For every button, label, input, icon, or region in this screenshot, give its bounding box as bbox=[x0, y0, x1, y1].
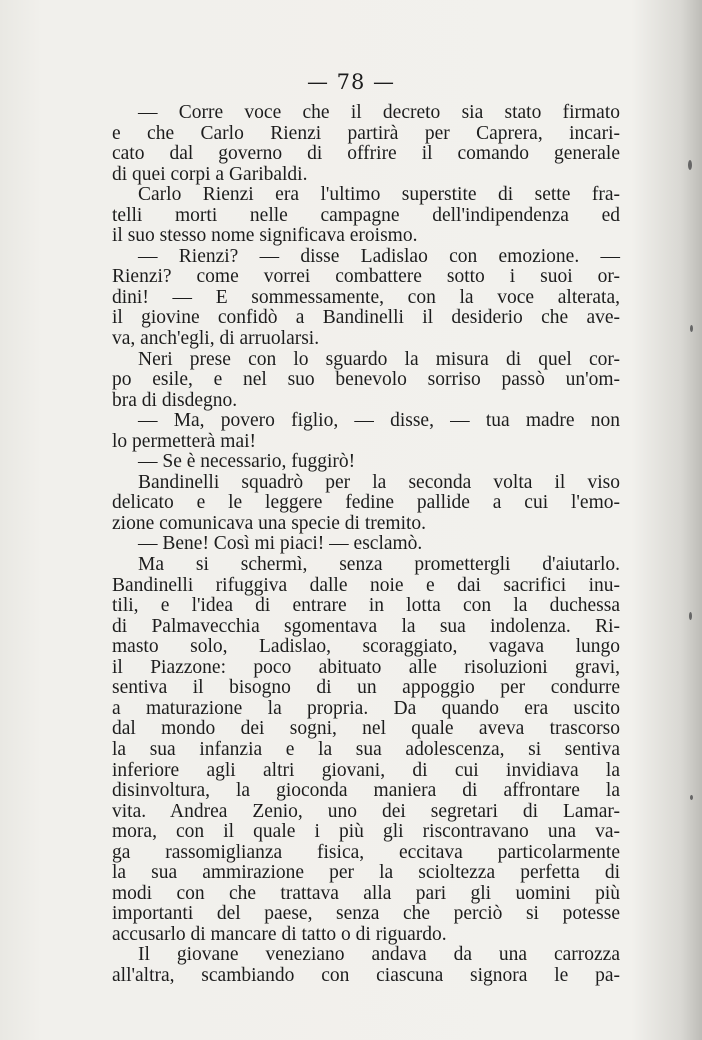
text-line: tili, e l'idea di entrare in lotta con la duchessa bbox=[112, 595, 620, 617]
ink-speck bbox=[689, 612, 692, 620]
text-line: vita. Andrea Zenio, uno dei segretari di Lamar- bbox=[112, 800, 620, 822]
text-line: disinvoltura, la gioconda maniera di affrontare la bbox=[112, 780, 620, 802]
text-line: — Rienzi? — disse Ladislao con emozione. — bbox=[138, 245, 620, 267]
text-line: cato dal governo di offrire il comando generale bbox=[112, 143, 620, 165]
text-line: dal mondo dei sogni, nel quale aveva trascorso bbox=[112, 718, 620, 740]
text-line: inferiore agli altri giovani, di cui invidiava la bbox=[112, 759, 620, 781]
text-line: il giovine confidò a Bandinelli il desiderio che ave- bbox=[112, 307, 620, 329]
text-line: e che Carlo Rienzi partirà per Caprera, incari- bbox=[112, 122, 620, 144]
text-line: telli morti nelle campagne dell'indipendenza ed bbox=[112, 204, 620, 226]
text-line: va, anch'egli, di arruolarsi. bbox=[112, 328, 320, 350]
text-line: Neri prese con lo sguardo la misura di quel cor- bbox=[138, 348, 620, 370]
text-line: — Bene! Così mi piaci! — esclamò. bbox=[138, 533, 423, 555]
text-line: modi con che trattava alla pari gli uomini più bbox=[112, 882, 620, 904]
text-line: all'altra, scambiando con ciascuna signora le pa- bbox=[112, 964, 620, 986]
text-line: la sua infanzia e la sua adolescenza, si sentiva bbox=[112, 738, 620, 760]
text-line: — Se è necessario, fuggirò! bbox=[138, 451, 356, 473]
ink-speck bbox=[688, 160, 692, 170]
ink-speck bbox=[690, 325, 693, 332]
text-line: masto solo, Ladislao, scoraggiato, vagava lungo bbox=[112, 636, 620, 658]
ink-speck bbox=[690, 795, 693, 800]
text-line: zione comunicava una specie di tremito. bbox=[112, 512, 427, 534]
text-line: di Palmavecchia sgomentava la sua indolenza. Ri- bbox=[112, 615, 620, 637]
page-number: — 78 — bbox=[306, 70, 396, 94]
text-line: accusarlo di mancare di tatto o di riguardo. bbox=[112, 923, 447, 945]
text-line: Carlo Rienzi era l'ultimo superstite di sette fra- bbox=[138, 184, 620, 206]
text-line: importanti del paese, senza che perciò si potesse bbox=[112, 903, 620, 925]
text-line: — Corre voce che il decreto sia stato firmato bbox=[138, 102, 620, 123]
text-line: di quei corpi a Garibaldi. bbox=[112, 163, 308, 185]
text-line: Bandinelli squadrò per la seconda volta il viso bbox=[138, 471, 620, 493]
text-line: lo permetterà mai! bbox=[112, 430, 257, 452]
text-line: sentiva il bisogno di un appoggio per condurre bbox=[112, 677, 620, 699]
body-text bbox=[112, 103, 620, 987]
text-line: il Piazzone: poco abituato alle risoluzioni gravi, bbox=[112, 656, 620, 678]
text-line: mora, con il quale i più gli riscontravano una va- bbox=[112, 821, 620, 843]
text-line: dini! — E sommessamente, con la voce alterata, bbox=[112, 286, 620, 308]
text-line: — Ma, povero figlio, — disse, — tua madre non bbox=[138, 410, 620, 432]
text-line: Bandinelli rifuggiva dalle noie e dai sacrifici inu- bbox=[112, 574, 620, 596]
text-line: a maturazione la propria. Da quando era uscito bbox=[112, 697, 620, 719]
text-line: po esile, e nel suo benevolo sorriso passò un'om- bbox=[112, 369, 620, 391]
text-line: Ma si schermì, senza promettergli d'aiutarlo. bbox=[138, 554, 620, 576]
text-line: la sua ammirazione per la scioltezza perfetta di bbox=[112, 862, 620, 884]
text-line: Il giovane veneziano andava da una carrozza bbox=[138, 944, 620, 966]
text-line: Rienzi? come vorrei combattere sotto i suoi or- bbox=[112, 266, 620, 288]
text-line: bra di disdegno. bbox=[112, 389, 238, 411]
text-line: delicato e le leggere fedine pallide a cui l'emo- bbox=[112, 492, 620, 514]
text-line: ga rassomiglianza fisica, eccitava particolarmente bbox=[112, 841, 620, 863]
text-line: il suo stesso nome significava eroismo. bbox=[112, 225, 418, 247]
